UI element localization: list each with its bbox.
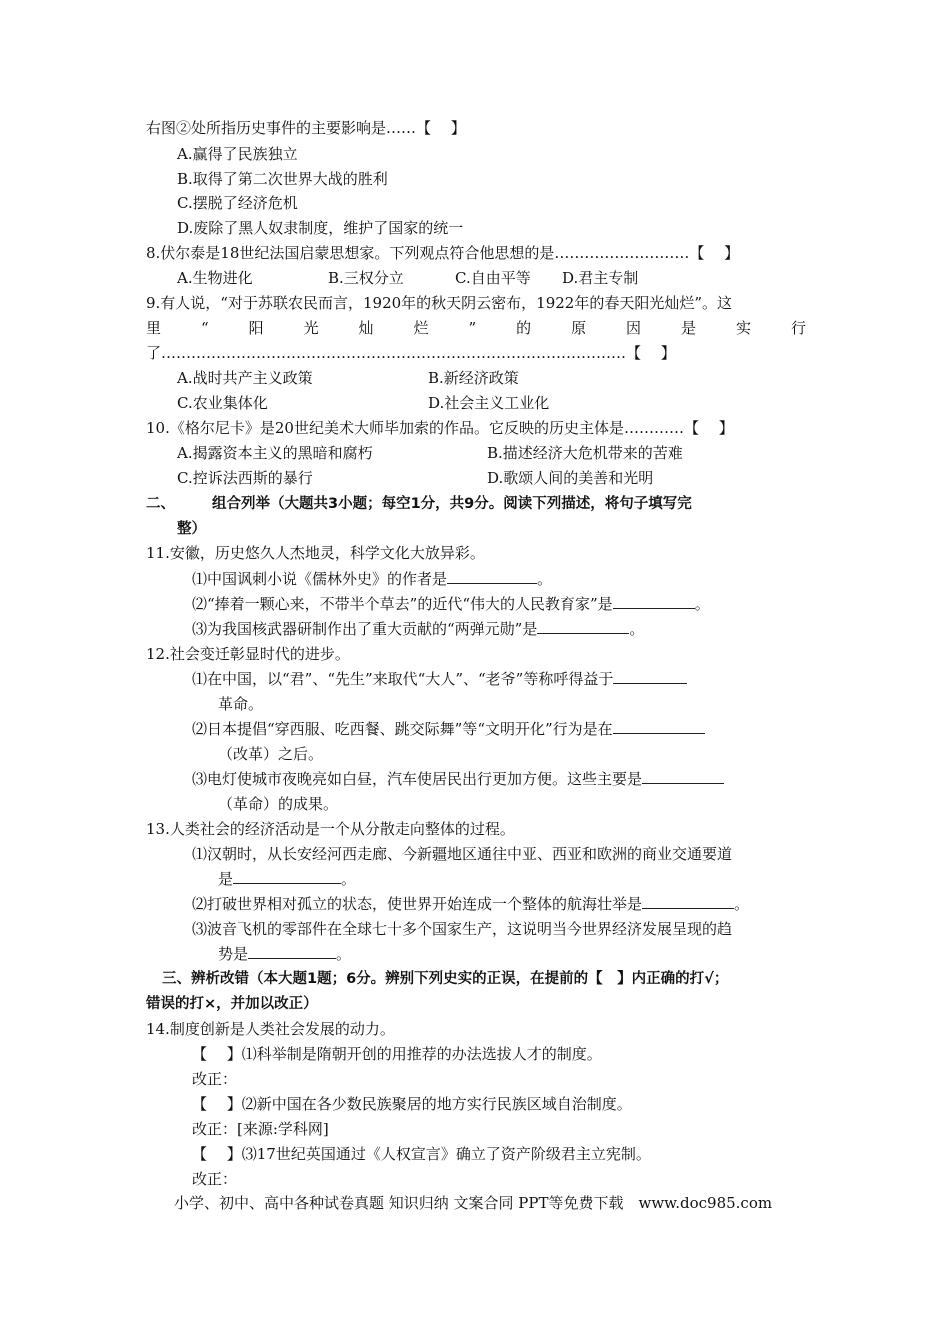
q12-item1-text: ⑴在中国，以“君”、“先生”来取代“大人”、“老爷”等称呼得益于	[192, 670, 614, 688]
q12-item1-cont: 革命。	[218, 695, 264, 713]
section3-title-line2: 错误的打×，并加以改正）	[146, 996, 318, 1012]
section2-number: 二、	[146, 496, 175, 512]
q11-item3	[192, 619, 644, 639]
q10-option-d: D.歌颂人间的美善和光明	[487, 469, 654, 487]
q10-option-a: A.揭露资本主义的黑暗和腐朽	[177, 444, 373, 462]
q12-item1	[192, 669, 687, 689]
q11-item3-end: 。	[629, 620, 645, 638]
q10-stem: 10.《格尔尼卡》是20世纪美术大师毕加索的作品。它反映的历史主体是…………【 】	[146, 419, 734, 437]
q13-item3-cont-text: 势是	[218, 945, 249, 963]
q11-stem: 11.安徽，历史悠久人杰地灵，科学文化大放异彩。	[146, 544, 485, 562]
answer-blank[interactable]	[248, 944, 336, 959]
q11-item3-text: ⑶为我国核武器研制作出了重大贡献的“两弹元勋”是	[192, 620, 538, 638]
q11-item1	[192, 569, 552, 589]
q11-item1-text: ⑴中国讽刺小说《儒林外史》的作者是	[192, 570, 448, 588]
q9-char: 因	[626, 319, 642, 337]
answer-blank[interactable]	[642, 894, 734, 909]
section3-title-line1: 三、辨析改错（本大题1题；6分。辨别下列史实的正误，在提前的【 】内正确的打√；	[162, 971, 729, 987]
q13-item2-end: 。	[734, 895, 750, 913]
q8-option-c: C.自由平等	[455, 269, 531, 287]
q12-item2-cont: （改革）之后。	[218, 745, 324, 763]
q12-item3-cont: （革命）的成果。	[218, 795, 339, 813]
page-footer: 小学、初中、高中各种试卷真题 知识归纳 文案合同 PPT等免费下载 www.doc985.com	[174, 1194, 773, 1212]
q7-option-c: C.摆脱了经济危机	[177, 194, 298, 212]
q14-fix3: 改正：	[192, 1170, 238, 1188]
section2-title-line1: 组合列举（大题共3小题；每空1分，共9分。阅读下列描述，将句子填写完	[212, 496, 692, 512]
q13-item1-cont	[218, 869, 356, 889]
q9-char: 光	[303, 319, 319, 337]
q10-option-c: C.控诉法西斯的暴行	[177, 469, 313, 487]
q9-char: 是	[681, 319, 697, 337]
answer-blank[interactable]	[447, 569, 537, 584]
q9-stem-line2	[146, 318, 806, 338]
q9-char: 阳	[248, 319, 264, 337]
q8-option-d: D.君主专制	[562, 269, 639, 287]
answer-blank[interactable]	[613, 669, 687, 684]
q14-item3: 【 】⑶17世纪英国通过《人权宣言》确立了资产阶级君主立宪制。	[192, 1145, 651, 1163]
q9-char: 的	[516, 319, 532, 337]
q14-fix1: 改正：	[192, 1070, 238, 1088]
q9-option-b: B.新经济政策	[428, 369, 519, 387]
q14-stem: 14.制度创新是人类社会发展的动力。	[146, 1020, 395, 1038]
q7-option-d: D.废除了黑人奴隶制度，维护了国家的统一	[177, 219, 464, 237]
q9-char: 烂	[413, 319, 429, 337]
q13-item3: ⑶波音飞机的零部件在全球七十多个国家生产，这说明当今世界经济发展呈现的趋	[192, 920, 733, 938]
q9-char: 实	[735, 319, 751, 337]
q11-item1-end: 。	[537, 570, 553, 588]
answer-blank[interactable]	[642, 769, 724, 784]
answer-blank[interactable]	[613, 719, 705, 734]
q7-stem: 右图②处所指历史事件的主要影响是……【 】	[146, 119, 466, 137]
q9-char: 行	[790, 319, 806, 337]
q9-char: 里	[146, 319, 162, 337]
q8-option-a: A.生物进化	[177, 269, 253, 287]
q9-char: “	[200, 319, 209, 337]
q9-char: 灿	[358, 319, 374, 337]
q8-option-b: B.三权分立	[328, 269, 404, 287]
q12-item2	[192, 719, 705, 739]
q13-item3-end: 。	[336, 945, 352, 963]
q9-option-a: A.战时共产主义政策	[177, 369, 313, 387]
answer-blank[interactable]	[233, 869, 341, 884]
answer-blank[interactable]	[613, 594, 695, 609]
q13-item3-cont	[218, 944, 351, 964]
section2-title-line2: 整）	[177, 521, 206, 537]
q9-option-c: C.农业集体化	[177, 394, 268, 412]
q13-item1-end: 。	[341, 870, 357, 888]
q8-stem: 8.伏尔泰是18世纪法国启蒙思想家。下列观点符合他思想的是………………………【 】	[146, 244, 740, 262]
q7-option-a: A.赢得了民族独立	[177, 145, 298, 163]
q11-item2-end: 。	[694, 595, 710, 613]
q13-item1-cont-text: 是	[218, 870, 234, 888]
q14-item2: 【 】⑵新中国在各少数民族聚居的地方实行民族区域自治制度。	[192, 1095, 632, 1113]
q13-stem: 13.人类社会的经济活动是一个从分散走向整体的过程。	[146, 820, 515, 838]
q12-item3	[192, 769, 724, 789]
q12-item2-text: ⑵日本提倡“穿西服、吃西餐、跳交际舞”等“文明开化”行为是在	[192, 720, 613, 738]
answer-blank[interactable]	[537, 619, 629, 634]
q9-stem-line3: 了…………………………………………………………………………………【 】	[146, 344, 676, 362]
q13-item1: ⑴汉朝时，从长安经河西走廊、今新疆地区通往中亚、西亚和欧洲的商业交通要道	[192, 845, 733, 863]
q12-item3-text: ⑶电灯使城市夜晚亮如白昼，汽车使居民出行更加方便。这些主要是	[192, 770, 643, 788]
q9-char: 原	[571, 319, 587, 337]
q9-stem-line1: 9.有人说，“对于苏联农民而言，1920年的秋天阴云密布，1922年的春天阳光灿烂”。这	[146, 294, 732, 312]
q11-item2	[192, 594, 710, 614]
q11-item2-text: ⑵“捧着一颗心来，不带半个草去”的近代“伟大的人民教育家”是	[192, 595, 613, 613]
q12-stem: 12.社会变迁彰显时代的进步。	[146, 645, 350, 663]
q14-item1: 【 】⑴科举制是隋朝开创的用推荐的办法选拔人才的制度。	[192, 1045, 602, 1063]
q13-item2	[192, 894, 749, 914]
q9-char: ”	[468, 319, 477, 337]
q10-option-b: B.描述经济大危机带来的苦难	[487, 444, 683, 462]
q14-fix2: 改正：[来源:学科网]	[192, 1120, 329, 1138]
q9-option-d: D.社会主义工业化	[428, 394, 550, 412]
q7-option-b: B.取得了第二次世界大战的胜利	[177, 170, 388, 188]
q13-item2-text: ⑵打破世界相对孤立的状态，使世界开始连成一个整体的航海壮举是	[192, 895, 643, 913]
